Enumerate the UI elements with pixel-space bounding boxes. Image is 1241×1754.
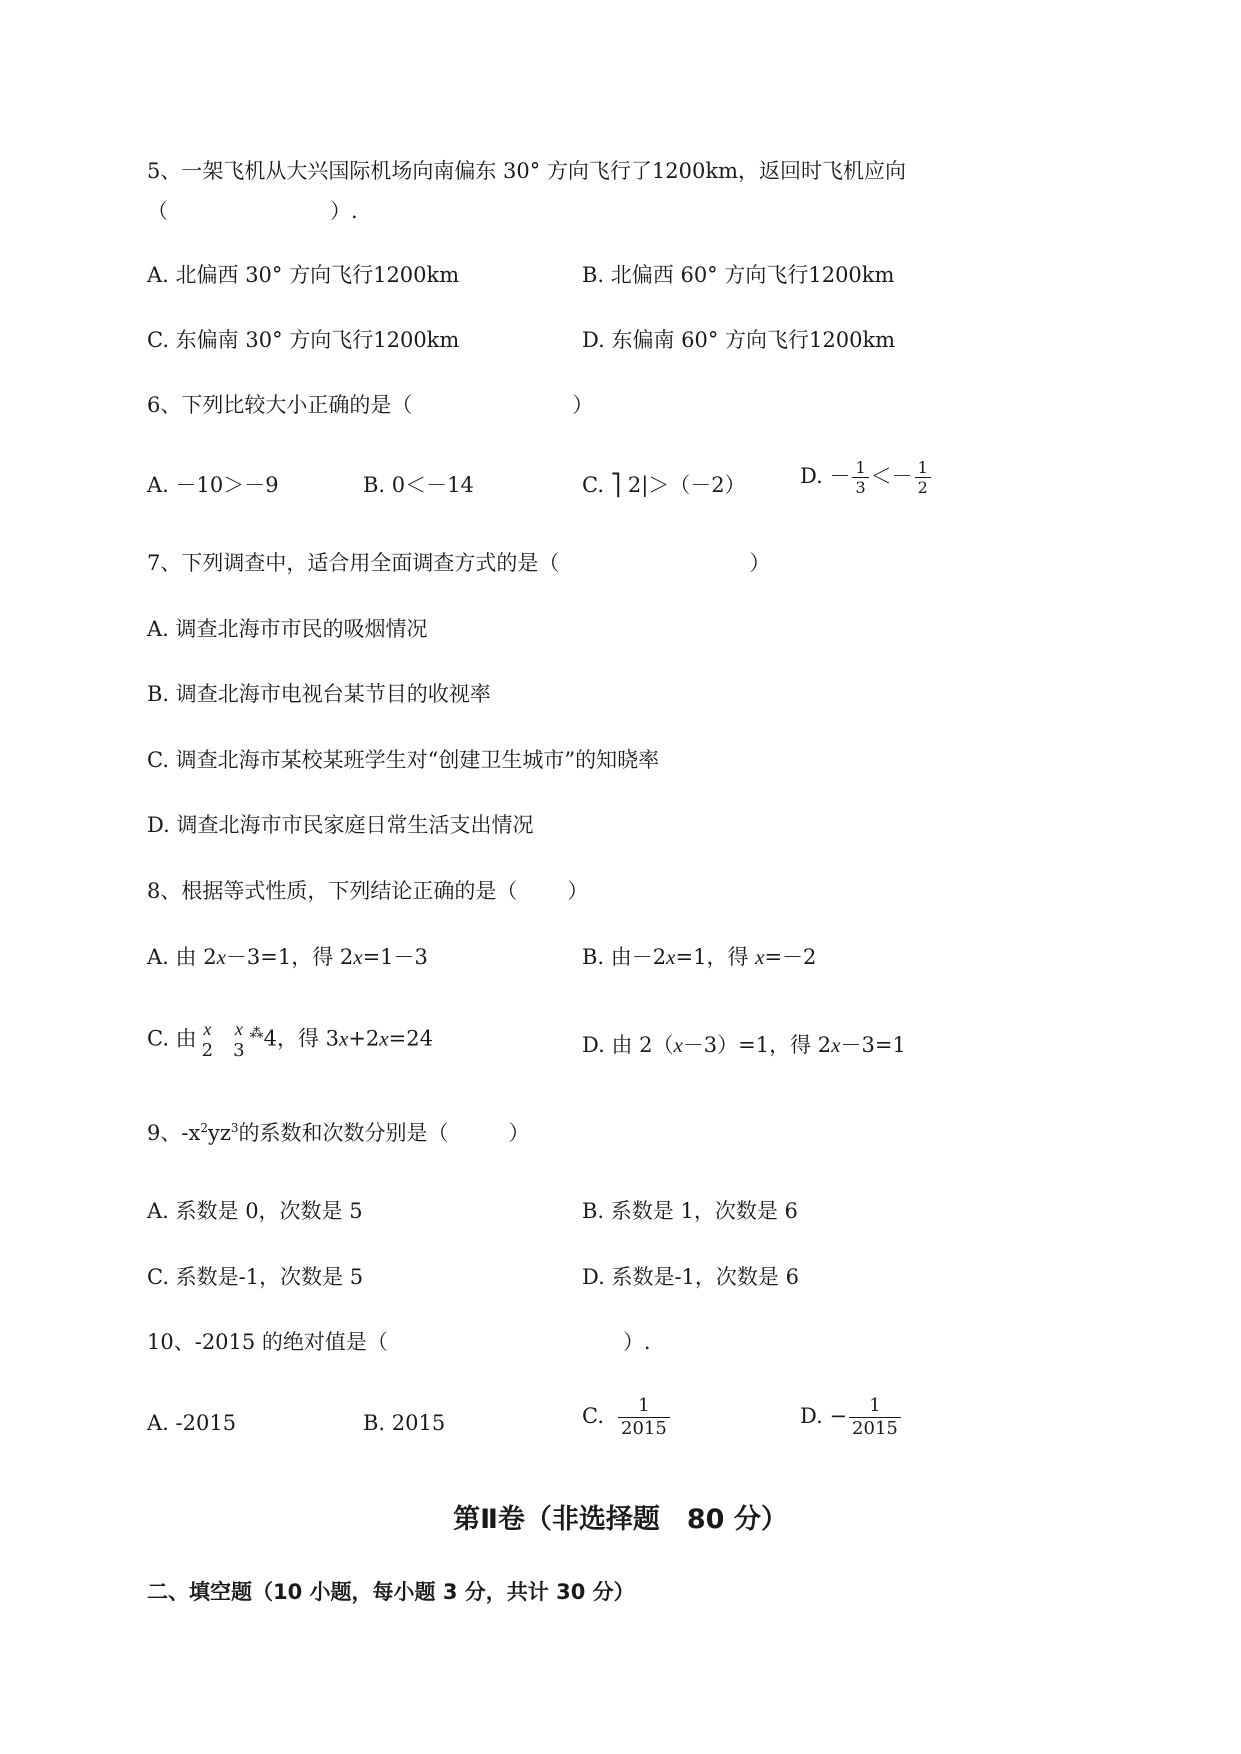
- q8-a-pre: A. 由 2: [147, 945, 217, 969]
- q8-a-x1: x: [216, 945, 226, 969]
- q10-d-fraction: [849, 1395, 901, 1440]
- q6-option-b: B. 0＜－14: [363, 473, 474, 497]
- q8-c-pre: C. 由: [147, 1026, 197, 1051]
- q8-c-fraction-1: [199, 1018, 216, 1062]
- q8-option-b: [582, 942, 816, 972]
- q9-exponent-1: 2: [200, 1121, 208, 1135]
- q8-d-post: －3=1: [840, 1033, 906, 1057]
- q8-b-post: =－2: [764, 945, 817, 969]
- q6-option-a: A. －10＞－9: [147, 473, 279, 497]
- q8-b-pre: B. 由－2: [582, 945, 667, 969]
- q5-stem-line2: [147, 196, 358, 226]
- q9-exponent-2: 3: [230, 1121, 239, 1135]
- q8-option-a: [147, 942, 428, 972]
- q9-option-d: D. 系数是-1，次数是 6: [582, 1265, 799, 1289]
- q5-paren-close: ）.: [330, 199, 358, 223]
- q6-option-d: [800, 458, 933, 497]
- q9-option-b: B. 系数是 1，次数是 6: [582, 1199, 798, 1223]
- q8-c-plus: +2: [348, 1026, 380, 1051]
- q8-c-post: =24: [388, 1026, 433, 1051]
- q10-c-fraction-num: 1: [618, 1395, 670, 1418]
- q5-option-b: B. 北偏西 60° 方向飞行1200km: [582, 263, 895, 287]
- q8-a-x2: x: [353, 945, 363, 969]
- q8-c-fraction-2-num: x: [234, 1019, 243, 1039]
- q6-option-d-prefix: D. －: [800, 464, 851, 488]
- q8-d-x2: x: [831, 1033, 841, 1057]
- q6-option-d-mid: ＜－: [870, 464, 913, 488]
- q8-d-mid: －3）=1，得 2: [682, 1033, 832, 1057]
- q7-option-a: A. 调查北海市市民的吸烟情况: [147, 617, 428, 641]
- q10-paren-close: ）.: [622, 1330, 651, 1354]
- q10-c-fraction: [618, 1395, 670, 1440]
- q8-d-pre: D. 由 2（: [582, 1033, 674, 1057]
- q10-option-d: [800, 1395, 903, 1440]
- q7-option-d: D. 调查北海市市民家庭日常生活支出情况: [147, 813, 534, 837]
- q10-option-c: [582, 1395, 672, 1440]
- q9-paren-close: ）: [508, 1121, 530, 1145]
- section2-heading: 二、填空题（10 小题，每小题 3 分，共计 30 分）: [147, 1580, 635, 1604]
- q8-d-x1: x: [673, 1033, 683, 1057]
- q10-d-fraction-num: 1: [849, 1395, 901, 1418]
- q10-c-pre: C.: [582, 1404, 604, 1428]
- q10-d-fraction-den: 2015: [852, 1418, 898, 1439]
- q8-c-x1: x: [338, 1026, 349, 1051]
- q9-stem-pre: 9、-x: [147, 1121, 201, 1145]
- q6-fraction-2-num: 1: [915, 458, 931, 478]
- q10-option-b: B. 2015: [363, 1411, 446, 1435]
- q8-option-c: [147, 1018, 433, 1062]
- q6-paren-close: ）: [572, 393, 594, 417]
- q5-stem-line1: 5、一架飞机从大兴国际机场向南偏东 30° 方向飞行了1200km，返回时飞机应向: [147, 159, 907, 183]
- q7-stem: [147, 548, 770, 578]
- q10-option-a: A. -2015: [147, 1411, 237, 1435]
- q5-option-a: A. 北偏西 30° 方向飞行1200km: [147, 263, 460, 287]
- q6-fraction-1-den: 3: [855, 478, 866, 497]
- q8-c-mid: 4，得 3: [263, 1026, 339, 1051]
- q8-option-d: [582, 1030, 906, 1060]
- q8-a-post: =1－3: [362, 945, 428, 969]
- q6-fraction-1: [852, 458, 868, 497]
- q8-c-x2: x: [379, 1026, 389, 1051]
- q6-fraction-2: [915, 458, 931, 497]
- q8-c-fraction-2: [230, 1018, 247, 1062]
- q8-paren-close: ）: [567, 879, 589, 903]
- q8-c-glyph: ⁂: [249, 1025, 264, 1042]
- q7-option-c: C. 调查北海市某校某班学生对“创建卫生城市”的知晓率: [147, 748, 660, 772]
- q8-b-x1: x: [666, 945, 676, 969]
- q8-c-fraction-1-num: x: [203, 1019, 212, 1039]
- q6-fraction-1-num: 1: [852, 458, 868, 478]
- q9-stem-post: 的系数和次数分别是（: [238, 1121, 449, 1145]
- q5-paren-open: （: [147, 199, 168, 223]
- q8-c-fraction-1-den: 2: [201, 1040, 214, 1061]
- part2-title: 第Ⅱ卷（非选择题 80 分）: [453, 1504, 788, 1535]
- q7-stem-text: 7、下列调查中，适合用全面调查方式的是（: [147, 551, 560, 575]
- q6-stem-text: 6、下列比较大小正确的是（: [147, 393, 413, 417]
- q8-stem-text: 8、根据等式性质，下列结论正确的是（: [147, 879, 518, 903]
- q9-stem-mid: yz: [207, 1121, 231, 1145]
- q7-option-b: B. 调查北海市电视台某节目的收视率: [147, 682, 491, 706]
- q6-stem: [147, 390, 593, 420]
- q8-stem: [147, 876, 588, 906]
- q6-option-c: C. ⎤ 2|＞（－2）: [582, 473, 746, 497]
- q10-stem: [147, 1327, 651, 1357]
- q9-option-c: C. 系数是-1，次数是 5: [147, 1265, 364, 1289]
- q8-c-fraction-2-den: 3: [233, 1040, 245, 1061]
- q10-c-fraction-den: 2015: [621, 1418, 667, 1439]
- q10-stem-text: 10、-2015 的绝对值是（: [147, 1330, 388, 1354]
- q9-option-a: A. 系数是 0，次数是 5: [147, 1199, 363, 1223]
- q6-fraction-2-den: 2: [917, 478, 928, 497]
- q9-stem: [147, 1118, 530, 1148]
- q8-b-mid: =1，得: [675, 945, 756, 969]
- q8-a-mid: －3=1，得 2: [225, 945, 354, 969]
- q5-option-c: C. 东偏南 30° 方向飞行1200km: [147, 328, 460, 352]
- q5-option-d: D. 东偏南 60° 方向飞行1200km: [582, 328, 896, 352]
- q8-b-x2: x: [755, 945, 765, 969]
- q10-d-pre: D. −: [800, 1404, 848, 1428]
- q7-paren-close: ）: [749, 551, 771, 575]
